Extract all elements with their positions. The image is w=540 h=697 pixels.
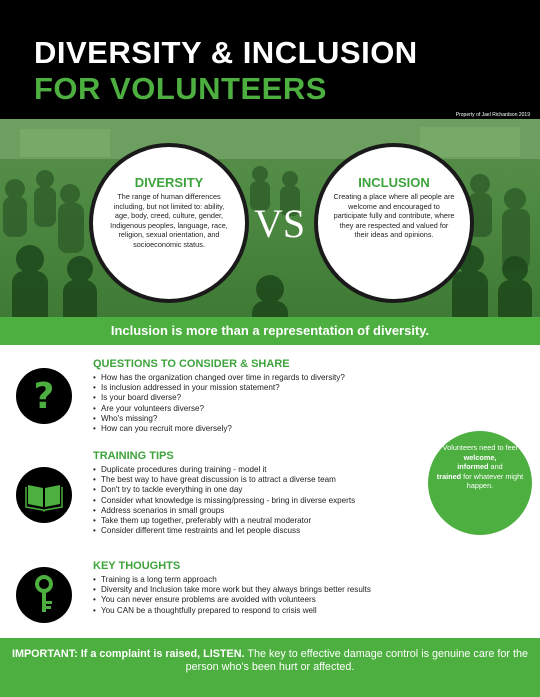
inclusion-banner: Inclusion is more than a representation of diversity. xyxy=(0,317,540,345)
important-footer xyxy=(0,638,540,697)
list-item: • Don't try to tackle everything in one day xyxy=(93,485,423,495)
list-item: • Consider what knowledge is missing/pressing - bring in diverse experts xyxy=(93,496,423,506)
diversity-definition: The range of human differences including, but not limited to: ability, age, body, creed, culture, gender, Indigenous peoples, language, race, religion, sexual orientation, and socioeconomic status. xyxy=(110,192,228,249)
list-item: • You can never ensure problems are avoided with volunteers xyxy=(93,595,423,605)
title-line2: FOR VOLUNTEERS xyxy=(34,71,327,106)
questions-section xyxy=(93,358,423,434)
list-item: • Address scenarios in small groups xyxy=(93,506,423,516)
key-icon xyxy=(16,567,72,623)
question-mark-icon xyxy=(16,368,72,424)
list-item: • Is inclusion addressed in your mission statement? xyxy=(93,383,423,393)
list-item: • The best way to have great discussion is to attract a diverse team xyxy=(93,475,423,485)
footer-bold: IMPORTANT: If a complaint is raised, LISTEN. xyxy=(11,648,245,660)
list-item: • You CAN be a thoughtfully prepared to respond to crisis well xyxy=(93,606,423,616)
inclusion-title: INCLUSION xyxy=(358,175,430,190)
key-thoughts-title: KEY THOUGHTS xyxy=(93,560,181,572)
list-item: • Diversity and Inclusion take more work but they always brings better results xyxy=(93,585,423,595)
bubble-and: and xyxy=(490,462,503,472)
volunteers-bubble xyxy=(428,431,532,535)
bubble-trained: trained xyxy=(436,471,462,481)
list-item: • Take them up together, preferably with a neutral moderator xyxy=(93,516,423,526)
bubble-rest: for whatever might happen. xyxy=(463,471,524,491)
list-item: • Duplicate procedures during training - model it xyxy=(93,465,423,475)
training-section xyxy=(93,450,423,536)
list-item: • Who's missing? xyxy=(93,414,423,424)
list-item: • How has the organization changed over time in regards to diversity? xyxy=(93,373,423,383)
bubble-informed: informed xyxy=(457,462,489,472)
credit-text: Property of Jael Richardson 2019 xyxy=(455,112,530,118)
questions-title: QUESTIONS TO CONSIDER & SHARE xyxy=(93,358,290,370)
bubble-line1: Volunteers need to feel xyxy=(442,443,518,452)
footer-text: The key to effective damage control is genuine care for the person who's been hurt or affected. xyxy=(185,648,529,674)
training-list xyxy=(93,465,423,536)
header xyxy=(0,0,540,119)
questions-list xyxy=(93,373,423,434)
key-thoughts-section xyxy=(93,560,423,616)
list-item: • Training is a long term approach xyxy=(93,575,423,585)
bubble-welcome: welcome, xyxy=(463,452,497,462)
training-title: TRAINING TIPS xyxy=(93,450,174,462)
title-line1: DIVERSITY & INCLUSION xyxy=(34,35,418,70)
inclusion-definition: Creating a place where all people are welcome and encouraged to participate fully and contribute, where they are respected and valued for their ideas and opinions. xyxy=(333,192,455,240)
svg-text:?: ? xyxy=(33,376,55,417)
key-thoughts-list xyxy=(93,575,423,616)
open-book-icon xyxy=(16,467,72,523)
list-item: • How can you recruit more diversely? xyxy=(93,424,423,434)
list-item: • Is your board diverse? xyxy=(93,393,423,403)
diversity-circle xyxy=(89,143,249,303)
inclusion-circle xyxy=(314,143,474,303)
versus-label: VS xyxy=(254,201,306,246)
list-item: • Are your volunteers diverse? xyxy=(93,404,423,414)
diversity-title: DIVERSITY xyxy=(134,175,204,190)
list-item: • Consider different time restraints and let people discuss xyxy=(93,526,423,536)
